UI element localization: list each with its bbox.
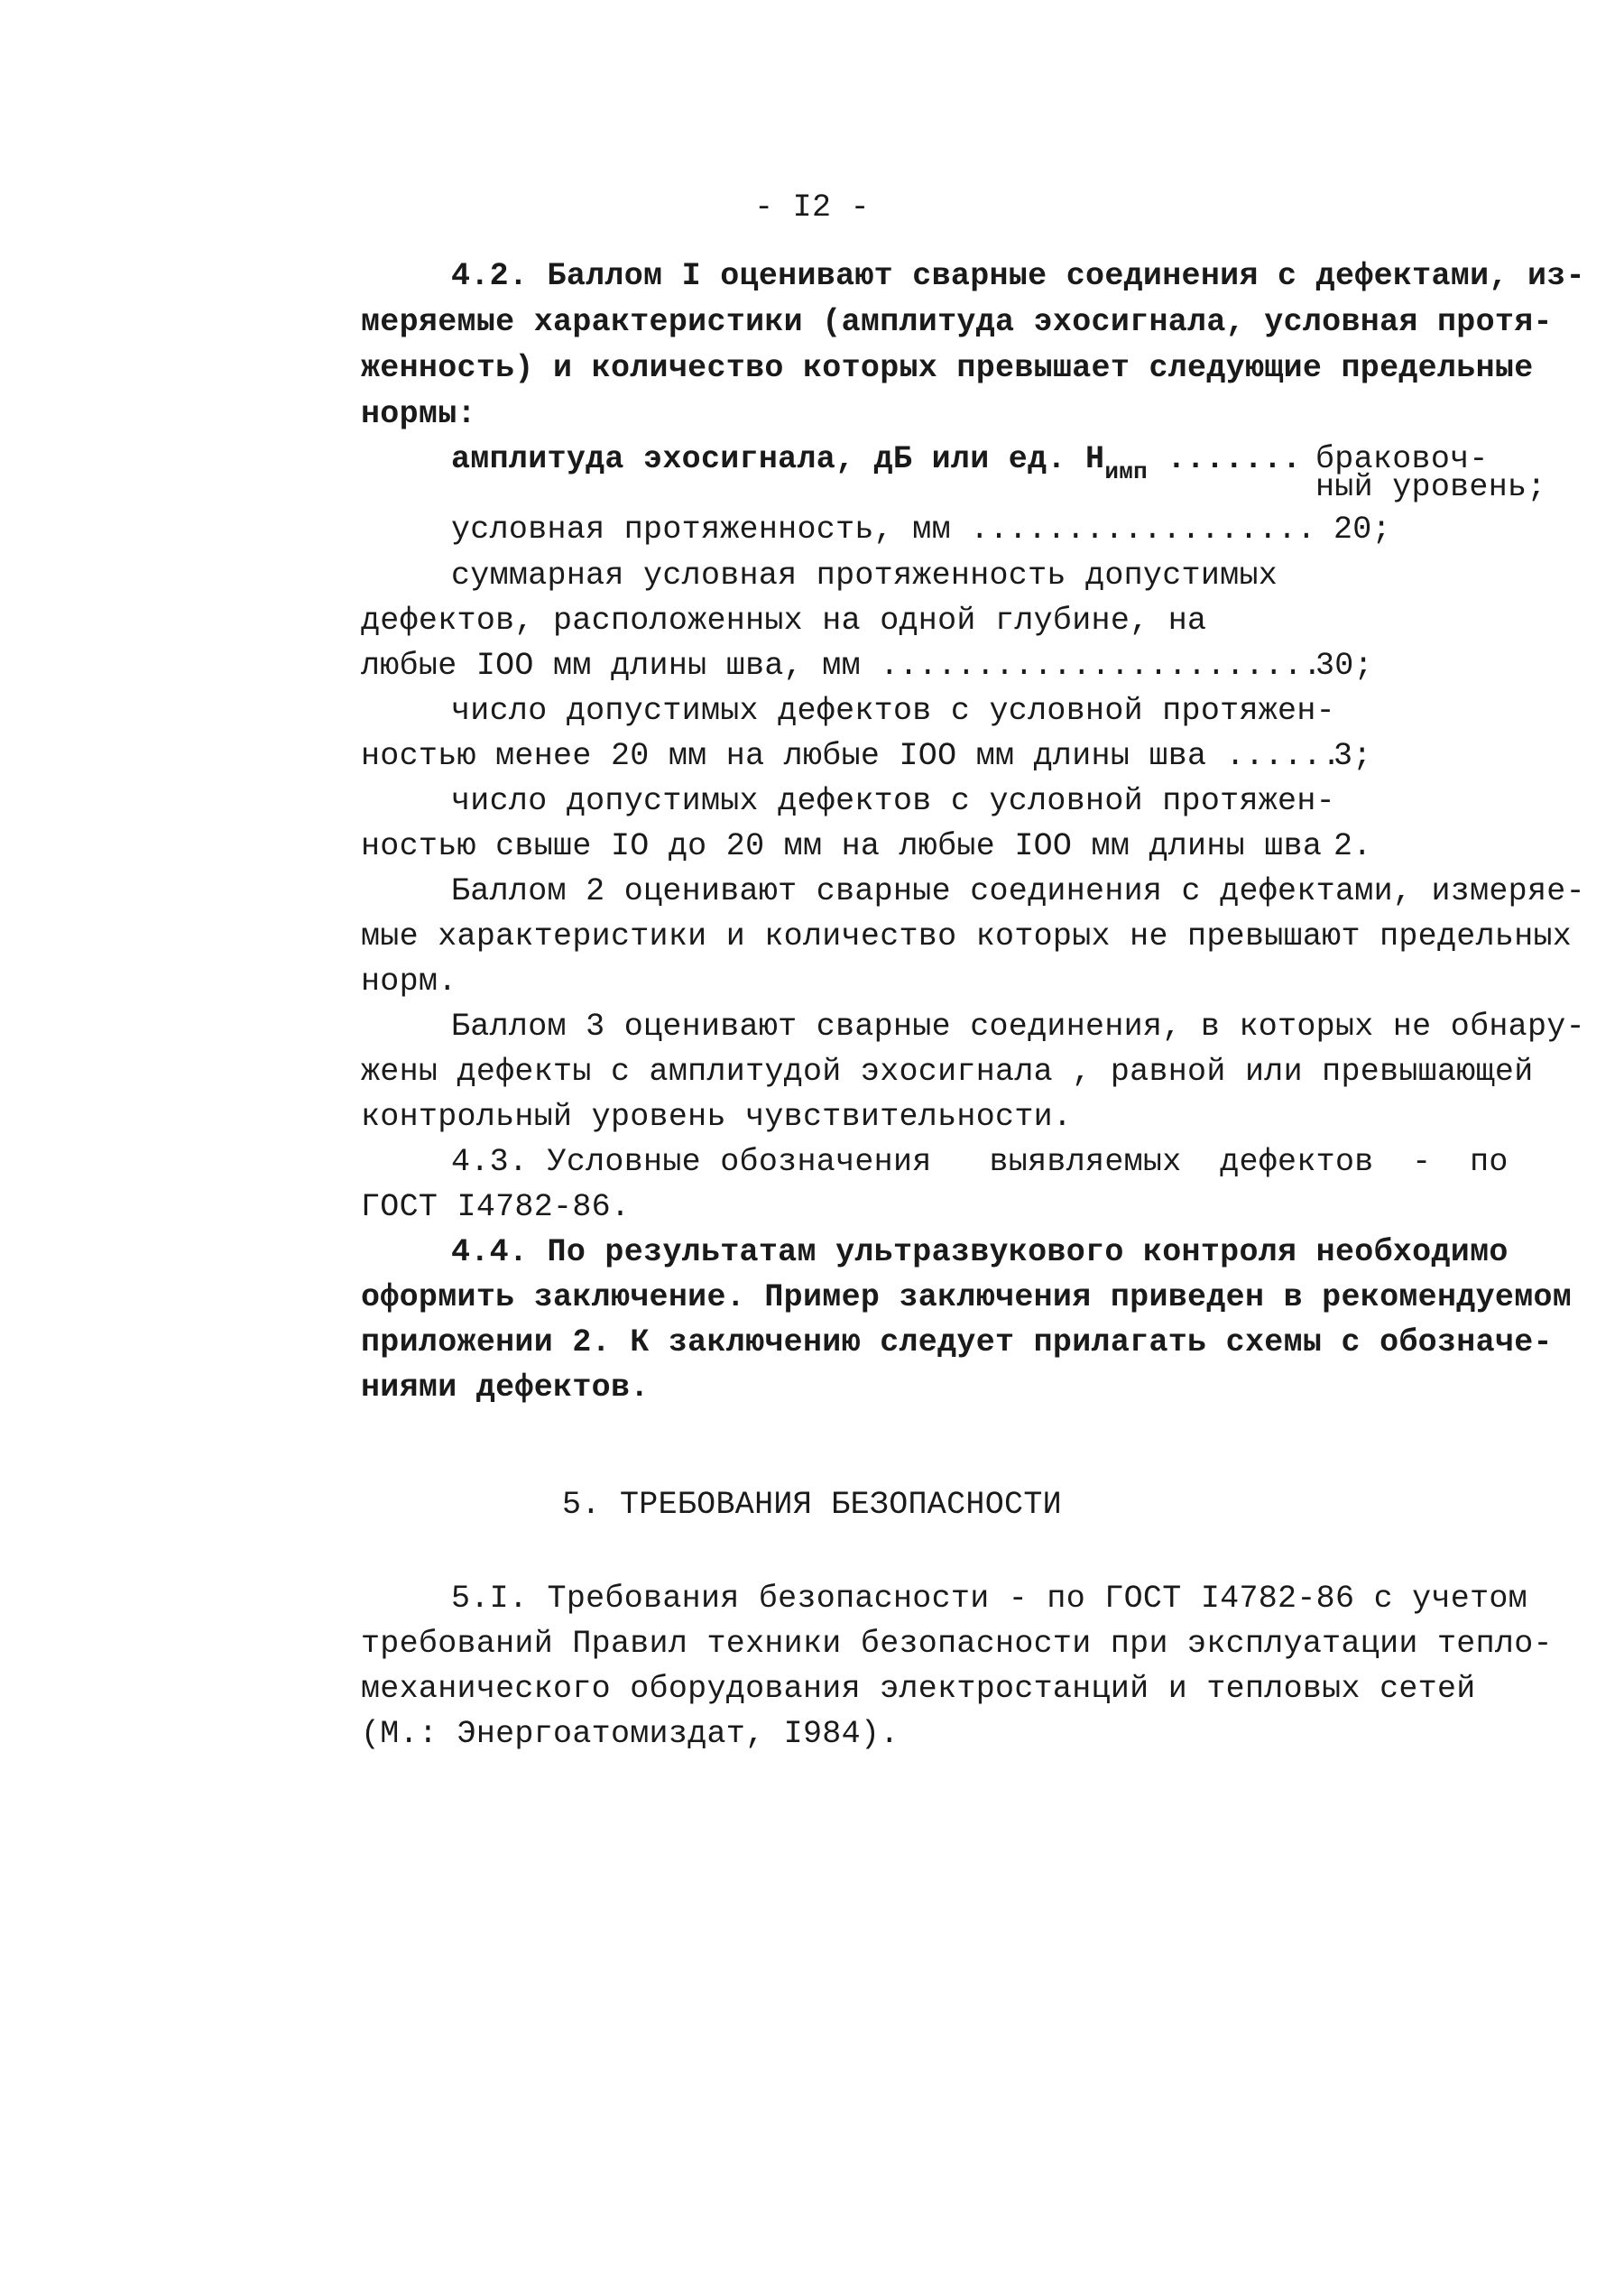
norm-count2-value: 2. xyxy=(1333,828,1372,864)
norm-sum-line-2: дефектов, расположенных на одной глубине, на xyxy=(361,603,1207,639)
p4-4-line-1: 4.4. По результатам ультразвукового контроля необходимо xyxy=(451,1234,1509,1270)
norm-amplitude-value-2: ный уровень; xyxy=(1315,469,1546,505)
ball2-line-3: норм. xyxy=(361,964,457,1000)
p4-3-line-2: ГОСТ I4782-86. xyxy=(361,1189,631,1225)
p5-1-line-1: 5.I. Требования безопасности - по ГОСТ I4782-86 с учетом xyxy=(451,1581,1527,1617)
p5-1-line-3: механического оборудования электростанций и тепловых сетей xyxy=(361,1671,1476,1707)
norm-count1-value: 3; xyxy=(1333,738,1372,774)
p5-1-line-4: (М.: Энергоатомиздат, I984). xyxy=(361,1716,900,1752)
p4-2-line-3: женность) и количество которых превышает следующие предельные xyxy=(361,350,1534,386)
norm-count2-line-1: число допустимых дефектов с условной протяжен- xyxy=(451,783,1335,819)
section-5-title: 5. ТРЕБОВАНИЯ БЕЗОПАСНОСТИ xyxy=(562,1487,1062,1523)
p4-2-line-4: нормы: xyxy=(361,396,476,432)
ball3-line-2: жены дефекты с амплитудой эхосигнала , равной или превышающей xyxy=(361,1054,1534,1090)
norm-amplitude-value-1: браковоч- xyxy=(1315,441,1489,477)
norm-sum-value: 30; xyxy=(1315,648,1373,684)
ball3-line-1: Баллом 3 оценивают сварные соединения, в которых не обнару- xyxy=(451,1009,1585,1045)
p4-4-line-4: ниями дефектов. xyxy=(361,1369,650,1406)
norm-length-label: условная протяженность, мм .................. xyxy=(451,512,1316,548)
ball2-line-1: Баллом 2 оценивают сварные соединения с дефектами, измеряе- xyxy=(451,873,1585,909)
page-number: - I2 - xyxy=(754,189,870,226)
norm-sum-line-3: любые IOO мм длины шва, мм ....................... xyxy=(361,648,1323,684)
p4-2-line-2: меряемые характеристики (амплитуда эхосигнала, условная протя- xyxy=(361,304,1553,340)
norm-sum-line-1: суммарная условная протяженность допустимых xyxy=(451,558,1278,594)
p4-4-line-2: оформить заключение. Пример заключения приведен в рекомендуемом xyxy=(361,1279,1573,1315)
p4-4-line-3: приложении 2. К заключению следует прилагать схемы с обозначе- xyxy=(361,1324,1553,1360)
norm-count1-line-1: число допустимых дефектов с условной протяжен- xyxy=(451,693,1335,729)
norm-count2-line-2: ностью свыше IO до 20 мм на любые IOO мм длины шва xyxy=(361,828,1323,864)
norm-length-value: 20; xyxy=(1333,512,1391,548)
p4-2-line-1: 4.2. Баллом I оценивают сварные соединения с дефектами, из- xyxy=(451,258,1585,294)
p4-3-line-1: 4.3. Условные обозначения выявляемых дефектов - по xyxy=(451,1144,1509,1180)
norm-count1-line-2: ностью менее 20 мм на любые IOO мм длины шва ...... xyxy=(361,738,1342,774)
ball3-line-3: контрольный уровень чувствительности. xyxy=(361,1099,1073,1135)
p5-1-line-2: требований Правил техники безопасности при эксплуатации тепло- xyxy=(361,1626,1553,1662)
ball2-line-2: мые характеристики и количество которых не превышают предельных xyxy=(361,918,1573,954)
norm-amplitude-label: амплитуда эхосигнала, дБ или ед. $H_{имп}$ ....... xyxy=(451,441,1302,485)
